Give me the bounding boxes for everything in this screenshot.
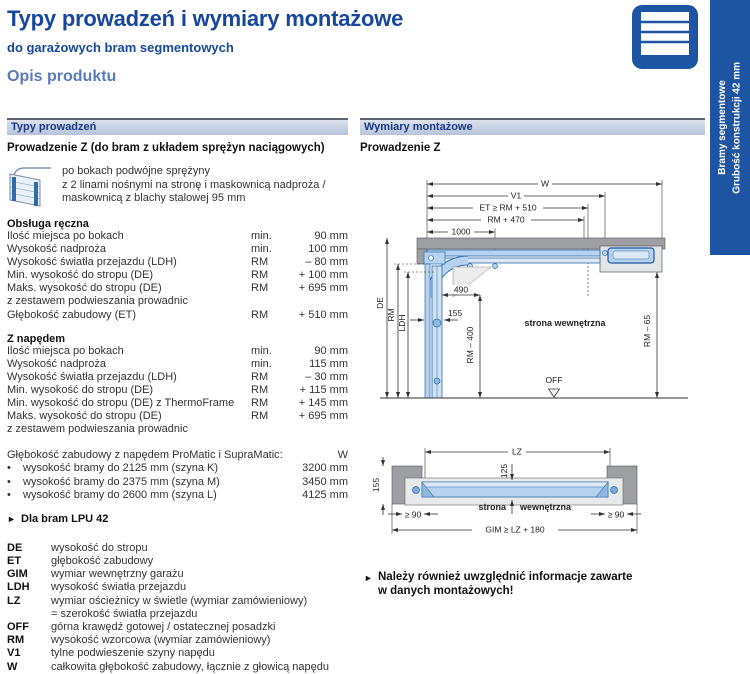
interior-top-label-2: wewnętrzna [520, 502, 572, 512]
legend-row: ET głębokość zabudowy [7, 554, 154, 567]
edge-tab-text [716, 62, 745, 194]
edge-tab-line2: Grubość konstrukcji 42 mm [731, 61, 742, 194]
dim-rm400: RM – 400 [465, 326, 475, 364]
table-row: z zestawem podwieszania prowadnic [7, 423, 188, 436]
lpu-note: ► Dla bram LPU 42 [7, 512, 109, 525]
table-row: Maks. wysokość do stropu (DE) RM + 695 mm [7, 282, 348, 295]
dim-155: 155 [448, 308, 463, 318]
dim-ge90-right: ≥ 90 [607, 509, 625, 520]
dim-rm: RM [386, 308, 396, 322]
dim-et: ET ≥ RM + 510 [479, 202, 537, 213]
intro-line: maskownicą z blachy stalowej 95 mm [62, 192, 246, 204]
table-row: Min. wysokość do stropu (DE) z ThermoFrame RM + 145 mm [7, 397, 348, 410]
left-heading: Prowadzenie Z (do bram z układem sprężyn naciągowych) [7, 142, 325, 154]
left-section-bar: Typy prowadzeń [7, 118, 348, 135]
dim-ldh: LDH [397, 314, 407, 332]
powered-table [7, 345, 348, 437]
legend-row: W całkowita głębokość zabudowy, łącznie z głowicą napędu [7, 660, 330, 673]
list-item: • wysokość bramy do 2125 mm (szyna K) 3200 mm [7, 462, 348, 475]
right-heading: Prowadzenie Z [360, 142, 441, 154]
roller-left [413, 487, 420, 494]
door-sketch-image [7, 165, 53, 209]
legend-row: DE wysokość do stropu [7, 541, 148, 554]
dim-1000: 1000 [451, 226, 471, 237]
dim-490: 490 [453, 284, 469, 295]
door-panel-face [422, 482, 608, 487]
table-row: Ilość miejsca po bokach min. 90 mm [7, 344, 348, 357]
dim-gim: GIM ≥ LZ + 180 [485, 524, 545, 535]
legend-row: GIM wymiar wewnętrzny garażu [7, 568, 184, 581]
right-column [360, 118, 705, 597]
table-row: Wysokość światła przejazdu (LDH) RM – 30 mm [7, 370, 348, 383]
dim-v1: V1 [510, 190, 522, 201]
table-row: Ilość miejsca po bokach min. 90 mm [7, 230, 348, 242]
top-view-drawing [360, 438, 670, 543]
assembly-note [364, 570, 632, 598]
intro-block [7, 165, 348, 209]
dim-155-top-view: 155 [371, 477, 381, 493]
side-view-drawing [360, 168, 700, 413]
dim-de: DE [375, 297, 385, 309]
dim-rm470: RM + 470 [487, 214, 525, 225]
operator-head-detail [613, 251, 649, 259]
legend-row: LDH wysokość światła przejazdu [7, 581, 187, 594]
table-row: Min. wysokość do stropu (DE) RM + 100 mm [7, 269, 348, 282]
depth-title-row: Głębokość zabudowy z napędem ProMatic i SupraMatic: W [7, 449, 348, 462]
list-item: • wysokość bramy do 2600 mm (szyna L) 4125 mm [7, 488, 348, 501]
intro-line: po bokach podwójne sprężyny [62, 165, 210, 177]
interior-side-label: strona wewnętrzna [524, 318, 606, 328]
roller-right [611, 487, 618, 494]
page-title: Typy prowadzeń i wymiary montażowe [7, 6, 404, 31]
legend-row: V1 tylne podwieszenie szyny napędu [7, 647, 215, 660]
legend-row: LZ wymiar ościeżnicy w świetle (wymiar zamówieniowy) [7, 594, 308, 607]
top-dimension-lines [427, 184, 662, 232]
page-subtitle: do garażowych bram segmentowych [7, 40, 234, 55]
powered-title: Z napędem [7, 332, 66, 345]
depth-block [7, 449, 348, 501]
legend-row: OFF górna krawędź gotowej / ostatecznej posadzki [7, 620, 276, 633]
top-dimension-labels [448, 178, 552, 237]
table-row: Wysokość nadproża min. 100 mm [7, 243, 348, 256]
table-row: Wysokość światła przejazdu (LDH) RM – 80 mm [7, 256, 348, 269]
page-header [7, 6, 403, 86]
dim-ge90-left: ≥ 90 [404, 509, 422, 520]
manual-title: Obsługa ręczna [7, 218, 89, 230]
dim-w: W [540, 178, 550, 189]
section-heading: Opis produktu [7, 68, 117, 85]
edge-tab-line1: Bramy segmentowe [716, 80, 728, 175]
table-row: Głębokość zabudowy (ET) RM + 510 mm [7, 308, 348, 321]
manual-table [7, 230, 348, 322]
list-item: • wysokość bramy do 2375 mm (szyna M) 3450 mm [7, 475, 348, 488]
intro-line: z 2 linami nośnymi na stronę i maskownicą nadproża / [62, 178, 326, 191]
legend-row: = szerokość światła przejazdu [51, 607, 198, 620]
off-label: OFF [545, 375, 563, 385]
dim-lz: LZ [512, 446, 522, 457]
note-text: Należy również uwzględnić informacje zawarte w danych montażowych! [378, 571, 633, 597]
table-row: Maks. wysokość do stropu (DE) RM + 695 mm [7, 410, 348, 423]
right-section-bar: Wymiary montażowe [360, 118, 705, 135]
table-row: z zestawem podwieszania prowadnic [7, 295, 188, 308]
interior-top-label-1: strona [478, 502, 506, 512]
garage-door-icon [632, 5, 698, 69]
triangle-bullet-icon: ► [364, 573, 373, 583]
table-row: Wysokość nadproża min. 115 mm [7, 357, 348, 370]
dim-125: 125 [499, 463, 509, 479]
legend-row: RM wysokość wzorcowa (wymiar zamówieniowy) [7, 634, 271, 647]
dim-rm65: RM – 65 [642, 314, 652, 348]
left-column [7, 118, 348, 674]
off-arrow-icon [549, 389, 560, 397]
intro-text [62, 165, 326, 209]
legend [7, 542, 348, 674]
table-row: Min. wysokość do stropu (DE) RM + 115 mm [7, 383, 348, 396]
vertical-track-and-panel [424, 252, 445, 398]
edge-tab [710, 0, 750, 255]
triangle-bullet-icon: ► [7, 513, 16, 524]
